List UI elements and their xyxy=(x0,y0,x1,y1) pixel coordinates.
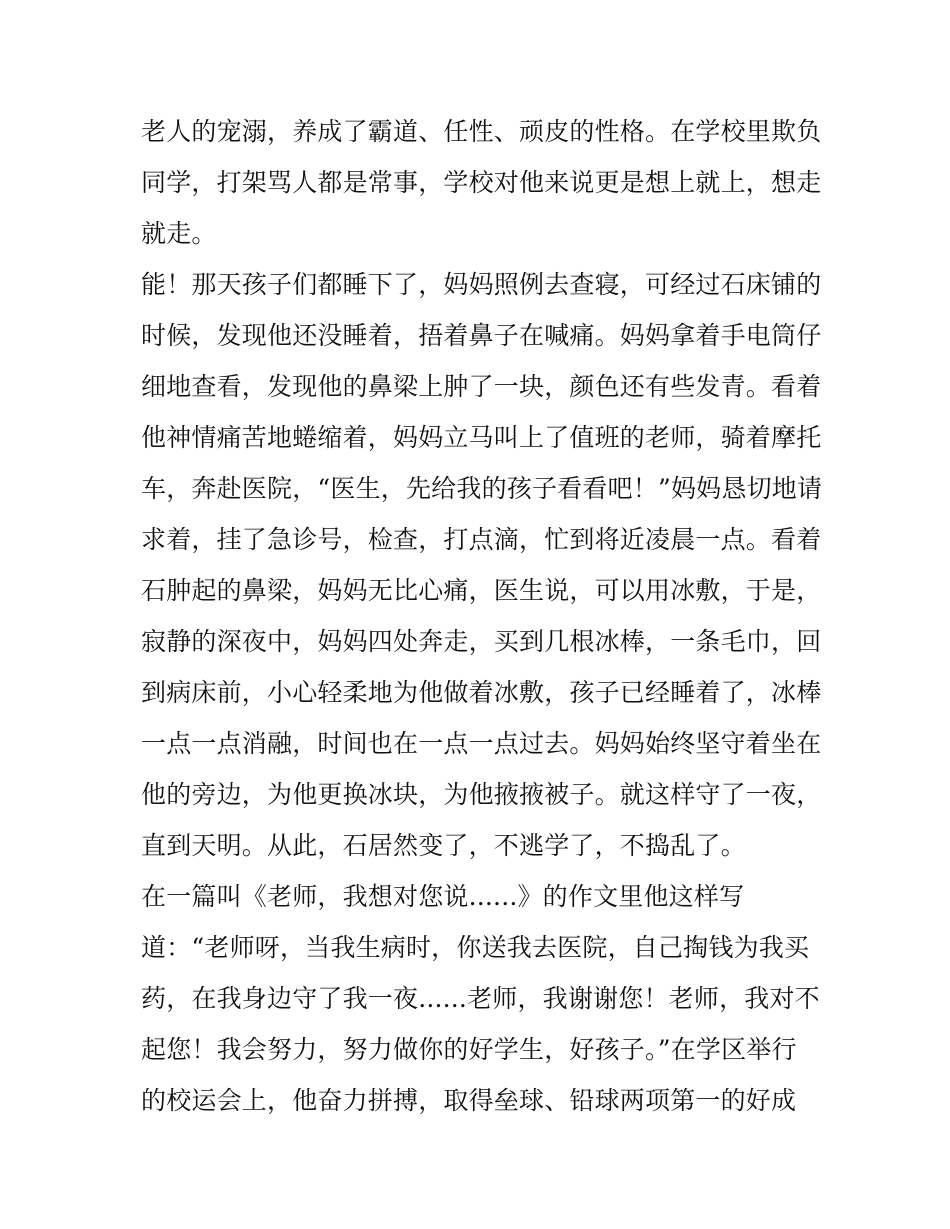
text-line: 起您！我会努力，努力做你的好学生，好孩子。”在学区举行 xyxy=(141,1035,797,1064)
text-line: 他的旁边，为他更换冰块，为他掖掖被子。就这样守了一夜， xyxy=(141,780,822,809)
text-line: 时候，发现他还没睡着，捂着鼻子在喊痛。妈妈拿着手电筒仔 xyxy=(141,321,822,350)
text-line: 能！那天孩子们都睡下了，妈妈照例去查寝，可经过石床铺的 xyxy=(141,270,822,299)
text-line: 药，在我身边守了我一夜......老师，我谢谢您！老师，我对不 xyxy=(141,984,820,1013)
text-line: 他神情痛苦地蜷缩着，妈妈立马叫上了值班的老师，骑着摩托 xyxy=(141,423,822,452)
text-line: 道：“老师呀，当我生病时，你送我去医院，自己掏钱为我买 xyxy=(141,933,810,962)
text-line: 就走。 xyxy=(141,219,217,248)
text-line: 一点一点消融，时间也在一点一点过去。妈妈始终坚守着坐在 xyxy=(141,729,822,758)
text-line: 寂静的深夜中，妈妈四处奔走，买到几根冰棒，一条毛巾，回 xyxy=(141,627,822,656)
text-line: 直到天明。从此，石居然变了，不逃学了，不捣乱了。 xyxy=(141,831,746,860)
text-line: 求着，挂了急诊号，检查，打点滴，忙到将近凌晨一点。看着 xyxy=(141,525,822,554)
text-line: 石肿起的鼻梁，妈妈无比心痛，医生说，可以用冰敷，于是， xyxy=(141,576,822,605)
text-line: 老人的宠溺，养成了霸道、任性、顽皮的性格。在学校里欺负 xyxy=(141,117,822,146)
text-line: 车，奔赴医院，“医生，先给我的孩子看看吧！”妈妈恳切地请 xyxy=(141,474,823,503)
text-line: 的校运会上，他奋力拼搏，取得垒球、铅球两项第一的好成 xyxy=(141,1086,797,1115)
text-line: 在一篇叫《老师，我想对您说......》的作文里他这样写 xyxy=(141,882,745,911)
text-line: 到病床前，小心轻柔地为他做着冰敷，孩子已经睡着了，冰棒 xyxy=(141,678,822,707)
text-line: 细地查看，发现他的鼻梁上肿了一块，颜色还有些发青。看着 xyxy=(141,372,822,401)
text-line: 同学，打架骂人都是常事，学校对他来说更是想上就上，想走 xyxy=(141,168,822,197)
body-text xyxy=(141,106,821,1126)
